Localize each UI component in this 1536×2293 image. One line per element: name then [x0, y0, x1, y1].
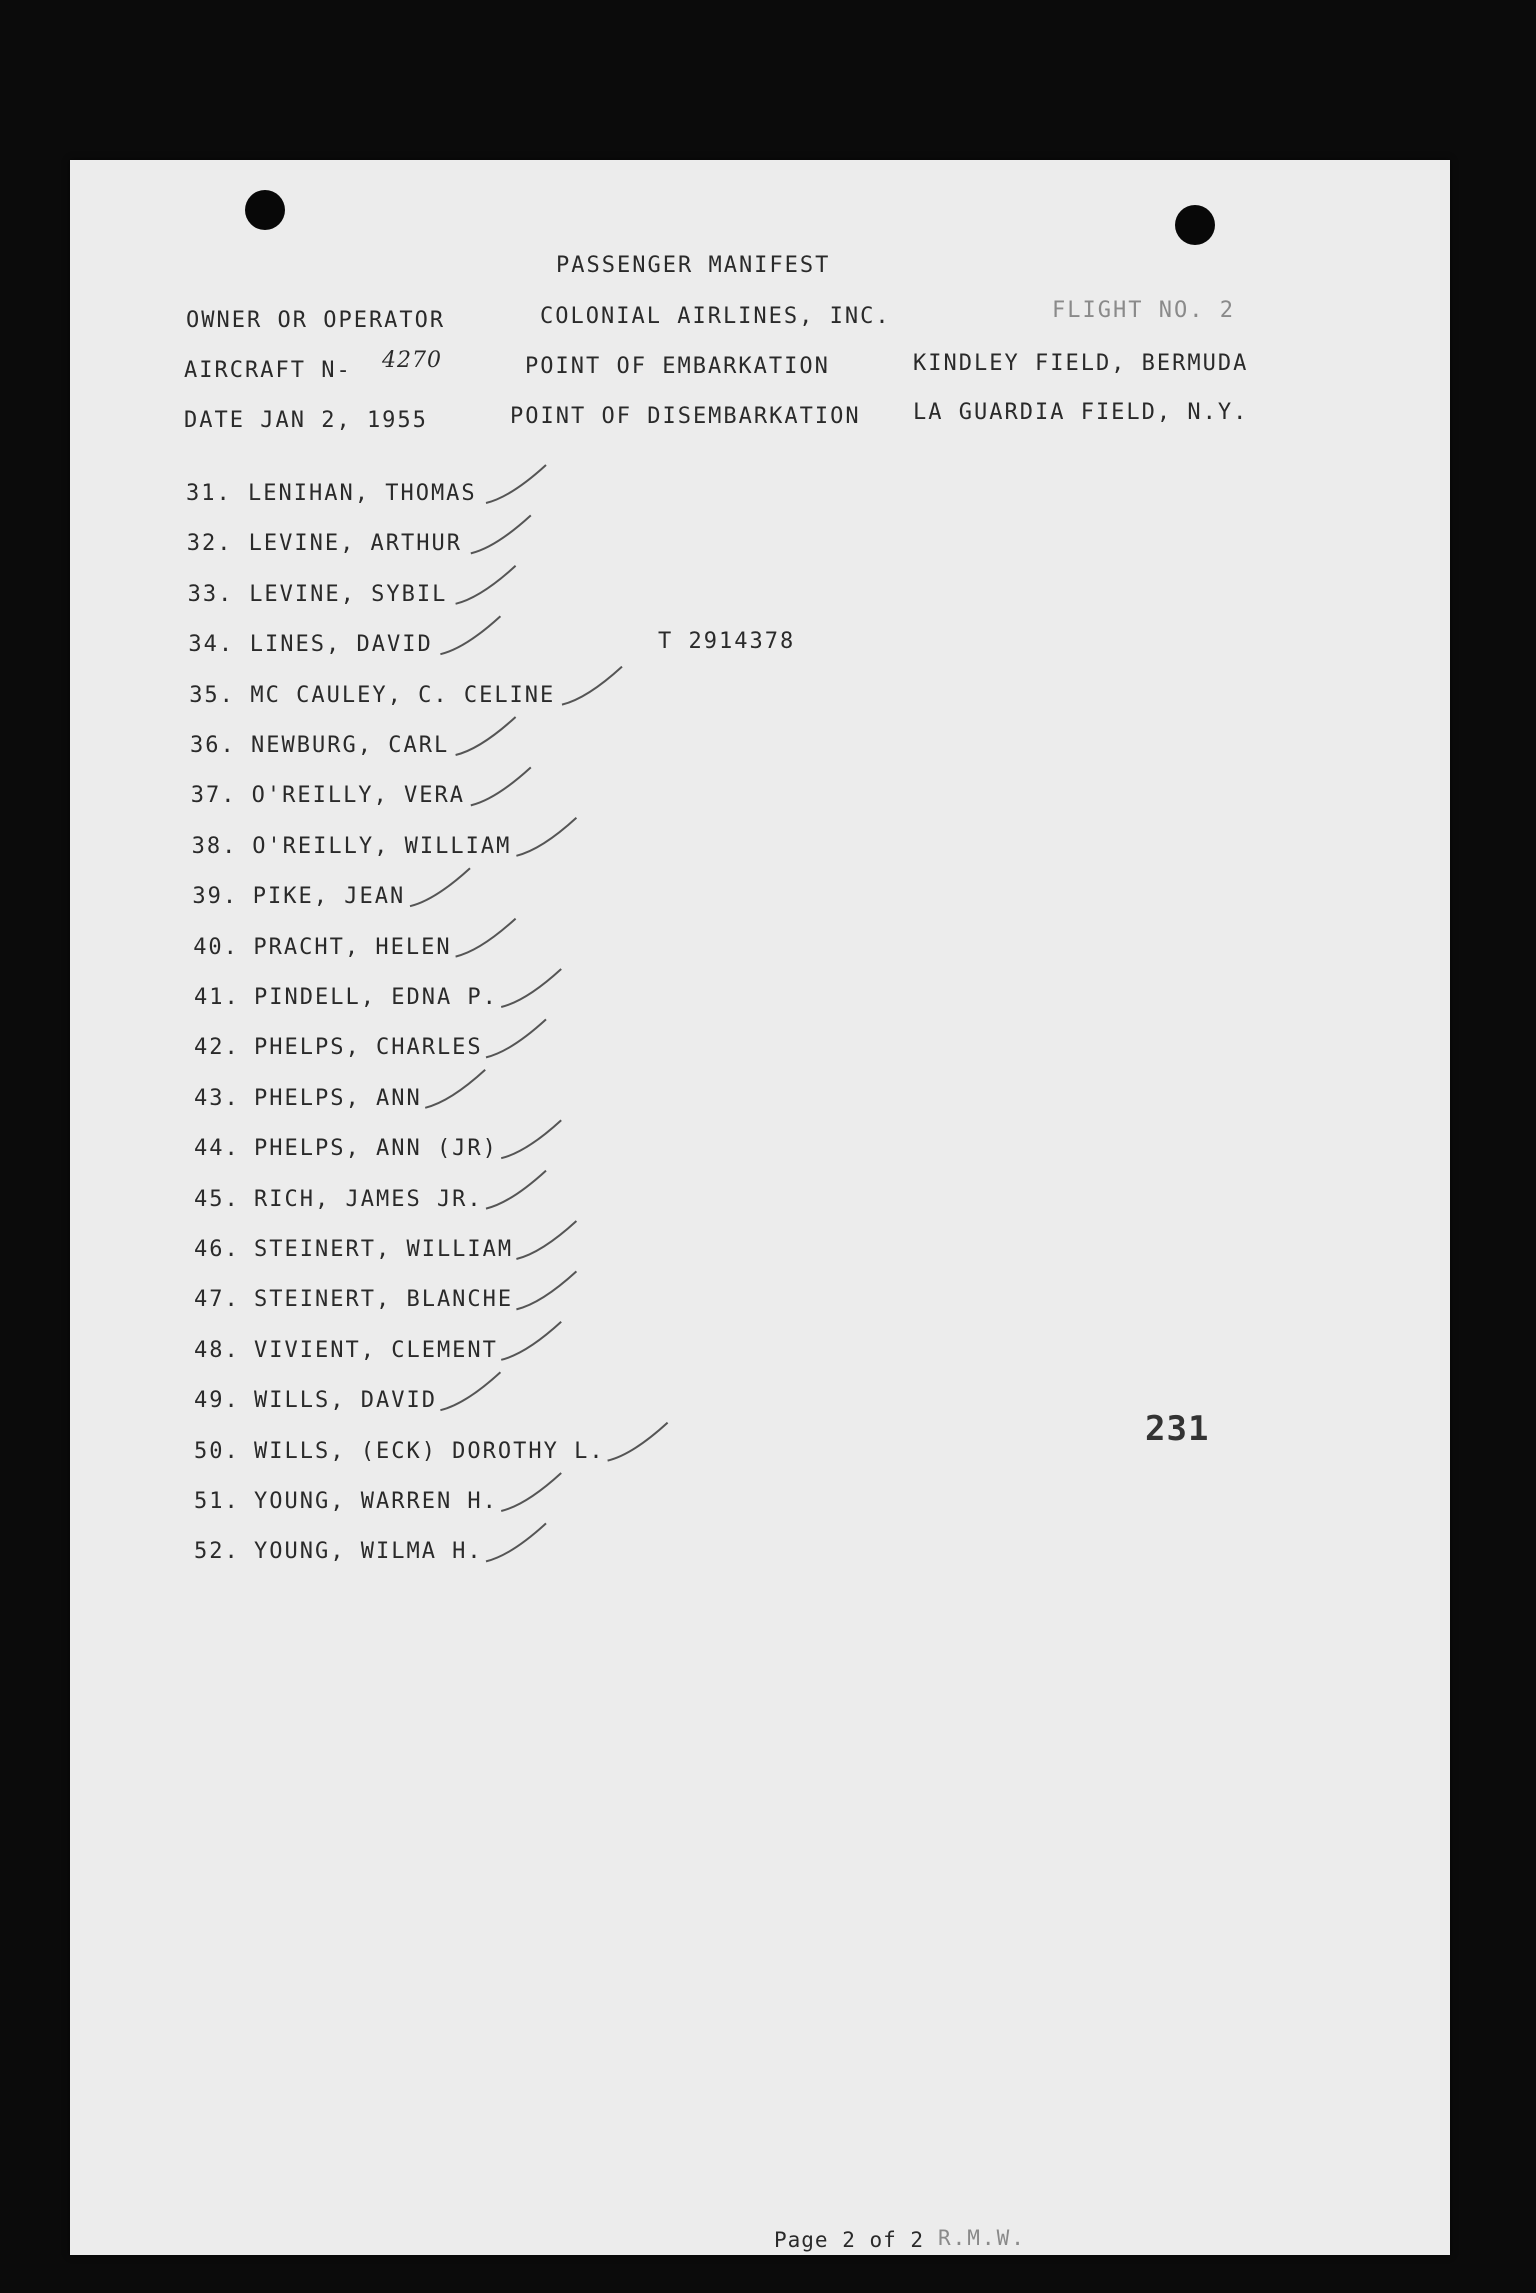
passenger-name: O'REILLY, WILLIAM	[252, 833, 512, 859]
check-mark	[456, 919, 516, 957]
passenger-number: 47.	[194, 1287, 240, 1313]
check-mark	[471, 515, 531, 553]
flight-number: FLIGHT NO. 2	[1052, 298, 1235, 323]
passenger-number: 31.	[186, 481, 232, 506]
check-mark	[486, 465, 546, 503]
passenger-name: PIKE, JEAN	[252, 884, 406, 910]
check-mark	[486, 1019, 546, 1057]
check-mark	[471, 767, 531, 805]
passenger-name: WILLS, DAVID	[254, 1388, 437, 1414]
check-mark	[501, 1120, 561, 1158]
aircraft-label: AIRCRAFT N-	[184, 358, 352, 383]
passenger-name: YOUNG, WILMA H.	[254, 1539, 483, 1565]
passenger-name: LEVINE, SYBIL	[249, 581, 448, 607]
check-mark	[425, 1070, 485, 1108]
disembark-value: LA GUARDIA FIELD, N.Y.	[913, 400, 1249, 425]
passenger-name: PHELPS, ANN	[254, 1085, 422, 1111]
passenger-number: 35.	[189, 682, 235, 708]
check-mark	[456, 566, 516, 604]
passenger-name: MC CAULEY, C. CELINE	[250, 682, 556, 708]
check-mark	[410, 868, 470, 906]
passenger-number: 32.	[186, 531, 233, 557]
passenger-number: 50.	[194, 1438, 240, 1464]
stamp-number: 231	[1145, 1409, 1210, 1449]
passenger-number: 42.	[194, 1035, 240, 1061]
check-mark	[456, 717, 516, 755]
passenger-name: STEINERT, WILLIAM	[254, 1237, 514, 1262]
embark-value: KINDLEY FIELD, BERMUDA	[913, 351, 1249, 376]
aircraft-value: 4270	[382, 348, 442, 373]
passenger-name: O'REILLY, VERA	[251, 783, 466, 809]
check-mark	[516, 818, 576, 856]
passenger-name: PHELPS, ANN (JR)	[254, 1136, 498, 1162]
passenger-number: 41.	[194, 985, 240, 1010]
check-marks	[70, 160, 1450, 2255]
passenger-name: WILLS, (ECK) DOROTHY L.	[254, 1438, 605, 1464]
manifest-page	[70, 160, 1450, 2255]
disembark-label: POINT OF DISEMBARKATION	[510, 404, 861, 429]
check-mark	[501, 969, 561, 1007]
passenger-number: 44.	[194, 1136, 240, 1162]
passenger-name: YOUNG, WARREN H.	[254, 1489, 498, 1514]
check-mark	[486, 1171, 546, 1209]
passenger-name: RICH, JAMES JR.	[254, 1186, 483, 1212]
passenger-name: STEINERT, BLANCHE	[254, 1287, 514, 1313]
passenger-number: 49.	[194, 1388, 240, 1414]
passenger-number: 33.	[187, 581, 234, 607]
manifest-title: PASSENGER MANIFEST	[556, 253, 831, 278]
owner-value: COLONIAL AIRLINES, INC.	[540, 304, 891, 329]
check-mark	[486, 1523, 546, 1561]
passenger-name: VIVIENT, CLEMENT	[254, 1337, 498, 1363]
passenger-number: 39.	[192, 884, 239, 910]
passenger-name: PHELPS, CHARLES	[254, 1035, 483, 1061]
check-mark	[516, 1271, 576, 1309]
passenger-number: 46.	[194, 1237, 240, 1262]
passenger-number: 37.	[190, 783, 237, 809]
check-mark	[562, 667, 622, 705]
owner-label: OWNER OR OPERATOR	[186, 308, 446, 333]
page-indicator: Page 2 of 2	[774, 2228, 925, 2252]
passenger-name: LINES, DAVID	[249, 632, 433, 658]
passenger-note: T 2914378	[658, 629, 796, 655]
passenger-number: 43.	[194, 1085, 240, 1111]
check-mark	[608, 1423, 668, 1461]
check-mark	[501, 1322, 561, 1360]
passenger-number: 51.	[194, 1489, 240, 1514]
passenger-number: 34.	[188, 632, 235, 658]
date-label: DATE JAN 2, 1955	[184, 408, 428, 433]
passenger-name: PINDELL, EDNA P.	[254, 985, 498, 1010]
embark-label: POINT OF EMBARKATION	[525, 354, 830, 379]
check-mark	[440, 616, 500, 654]
passenger-number: 45.	[194, 1186, 240, 1212]
passenger-number: 38.	[191, 833, 238, 859]
check-mark	[516, 1221, 576, 1259]
initials: R.M.W.	[938, 2226, 1026, 2250]
passenger-name: NEWBURG, CARL	[251, 733, 450, 758]
passenger-name: PRACHT, HELEN	[253, 934, 452, 960]
check-mark	[440, 1372, 500, 1410]
passenger-name: LEVINE, ARTHUR	[248, 531, 463, 557]
passenger-number: 52.	[194, 1539, 240, 1565]
passenger-number: 36.	[190, 733, 236, 758]
passenger-number: 40.	[193, 934, 239, 960]
passenger-name: LENIHAN, THOMAS	[248, 481, 477, 506]
passenger-number: 48.	[194, 1337, 240, 1363]
check-mark	[501, 1473, 561, 1511]
